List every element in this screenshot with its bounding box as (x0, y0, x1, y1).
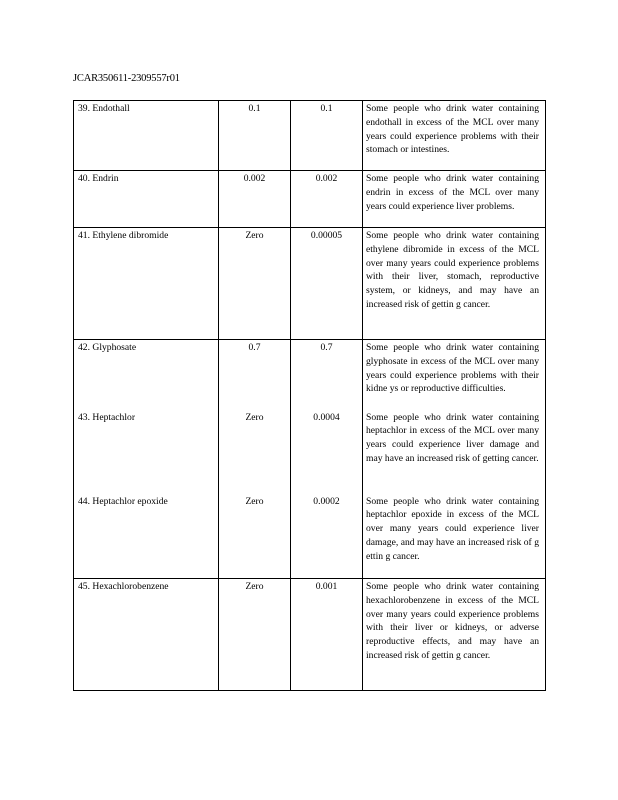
contaminant-name: 42. Glyphosate (74, 340, 219, 410)
table-row (74, 228, 546, 340)
health-effect (363, 101, 546, 171)
health-effect-text: Some people who drink water containing endothall in excess of the MCL over many years could experience problems with their stomach or intestines. (366, 103, 539, 156)
table-row (74, 101, 546, 171)
health-effect-text: Some people who drink water containing glyphosate in excess of the MCL over many years could experience problems with their kidne ys or reproductive difficulties. (366, 342, 539, 395)
health-effect-text: Some people who drink water containing heptachlor in excess of the MCL over many years could experience liver damage and may have an increased risk of getting cancer. (366, 411, 539, 464)
table-row (74, 340, 546, 410)
mclg-value: Zero (219, 494, 291, 579)
mclg-value: 0.7 (219, 340, 291, 410)
health-effect-text: Some people who drink water containing endrin in excess of the MCL over many years could experience liver problems. (366, 173, 539, 212)
mclg-value: 0.1 (219, 101, 291, 171)
table-row (74, 579, 546, 691)
contaminant-name: 40. Endrin (74, 171, 219, 228)
mclg-value: Zero (219, 579, 291, 691)
mclg-value: Zero (219, 410, 291, 494)
table-row (74, 494, 546, 579)
health-effect (363, 340, 546, 410)
mcl-value: 0.7 (291, 340, 363, 410)
health-effect-text: Some people who drink water containing heptachlor epoxide in excess of the MCL over many years could experience liver damage, and may have an increased risk of g ettin g cancer. (366, 495, 539, 562)
health-effect (363, 494, 546, 579)
document-id: JCAR350611-2309557r01 (73, 73, 180, 84)
contaminant-name: 39. Endothall (74, 101, 219, 171)
mcl-value: 0.0002 (291, 494, 363, 579)
contaminant-name: 44. Heptachlor epoxide (74, 494, 219, 579)
health-effect (363, 579, 546, 691)
contaminant-name: 45. Hexachlorobenzene (74, 579, 219, 691)
contaminant-table (73, 100, 546, 691)
health-effect (363, 171, 546, 228)
mcl-value: 0.001 (291, 579, 363, 691)
health-effect (363, 228, 546, 340)
mcl-value: 0.1 (291, 101, 363, 171)
health-effect-text: Some people who drink water containing hexachlorobenzene in excess of the MCL over many years could experience problems with their liver or kidneys, or adverse reproductive effects, and may have an increased risk of gettin g cancer. (366, 581, 539, 661)
contaminant-name: 43. Heptachlor (74, 410, 219, 494)
table-row (74, 410, 546, 494)
health-effect (363, 410, 546, 494)
table-row (74, 171, 546, 228)
mclg-value: Zero (219, 228, 291, 340)
mclg-value: 0.002 (219, 171, 291, 228)
health-effect-text: Some people who drink water containing ethylene dibromide in excess of the MCL over many years could experience problems with their liver, stomach, reproductive system, or kidneys, and may have an increased risk of gettin g cancer. (366, 230, 539, 310)
mcl-value: 0.0004 (291, 410, 363, 494)
contaminant-name: 41. Ethylene dibromide (74, 228, 219, 340)
mcl-value: 0.002 (291, 171, 363, 228)
mcl-value: 0.00005 (291, 228, 363, 340)
